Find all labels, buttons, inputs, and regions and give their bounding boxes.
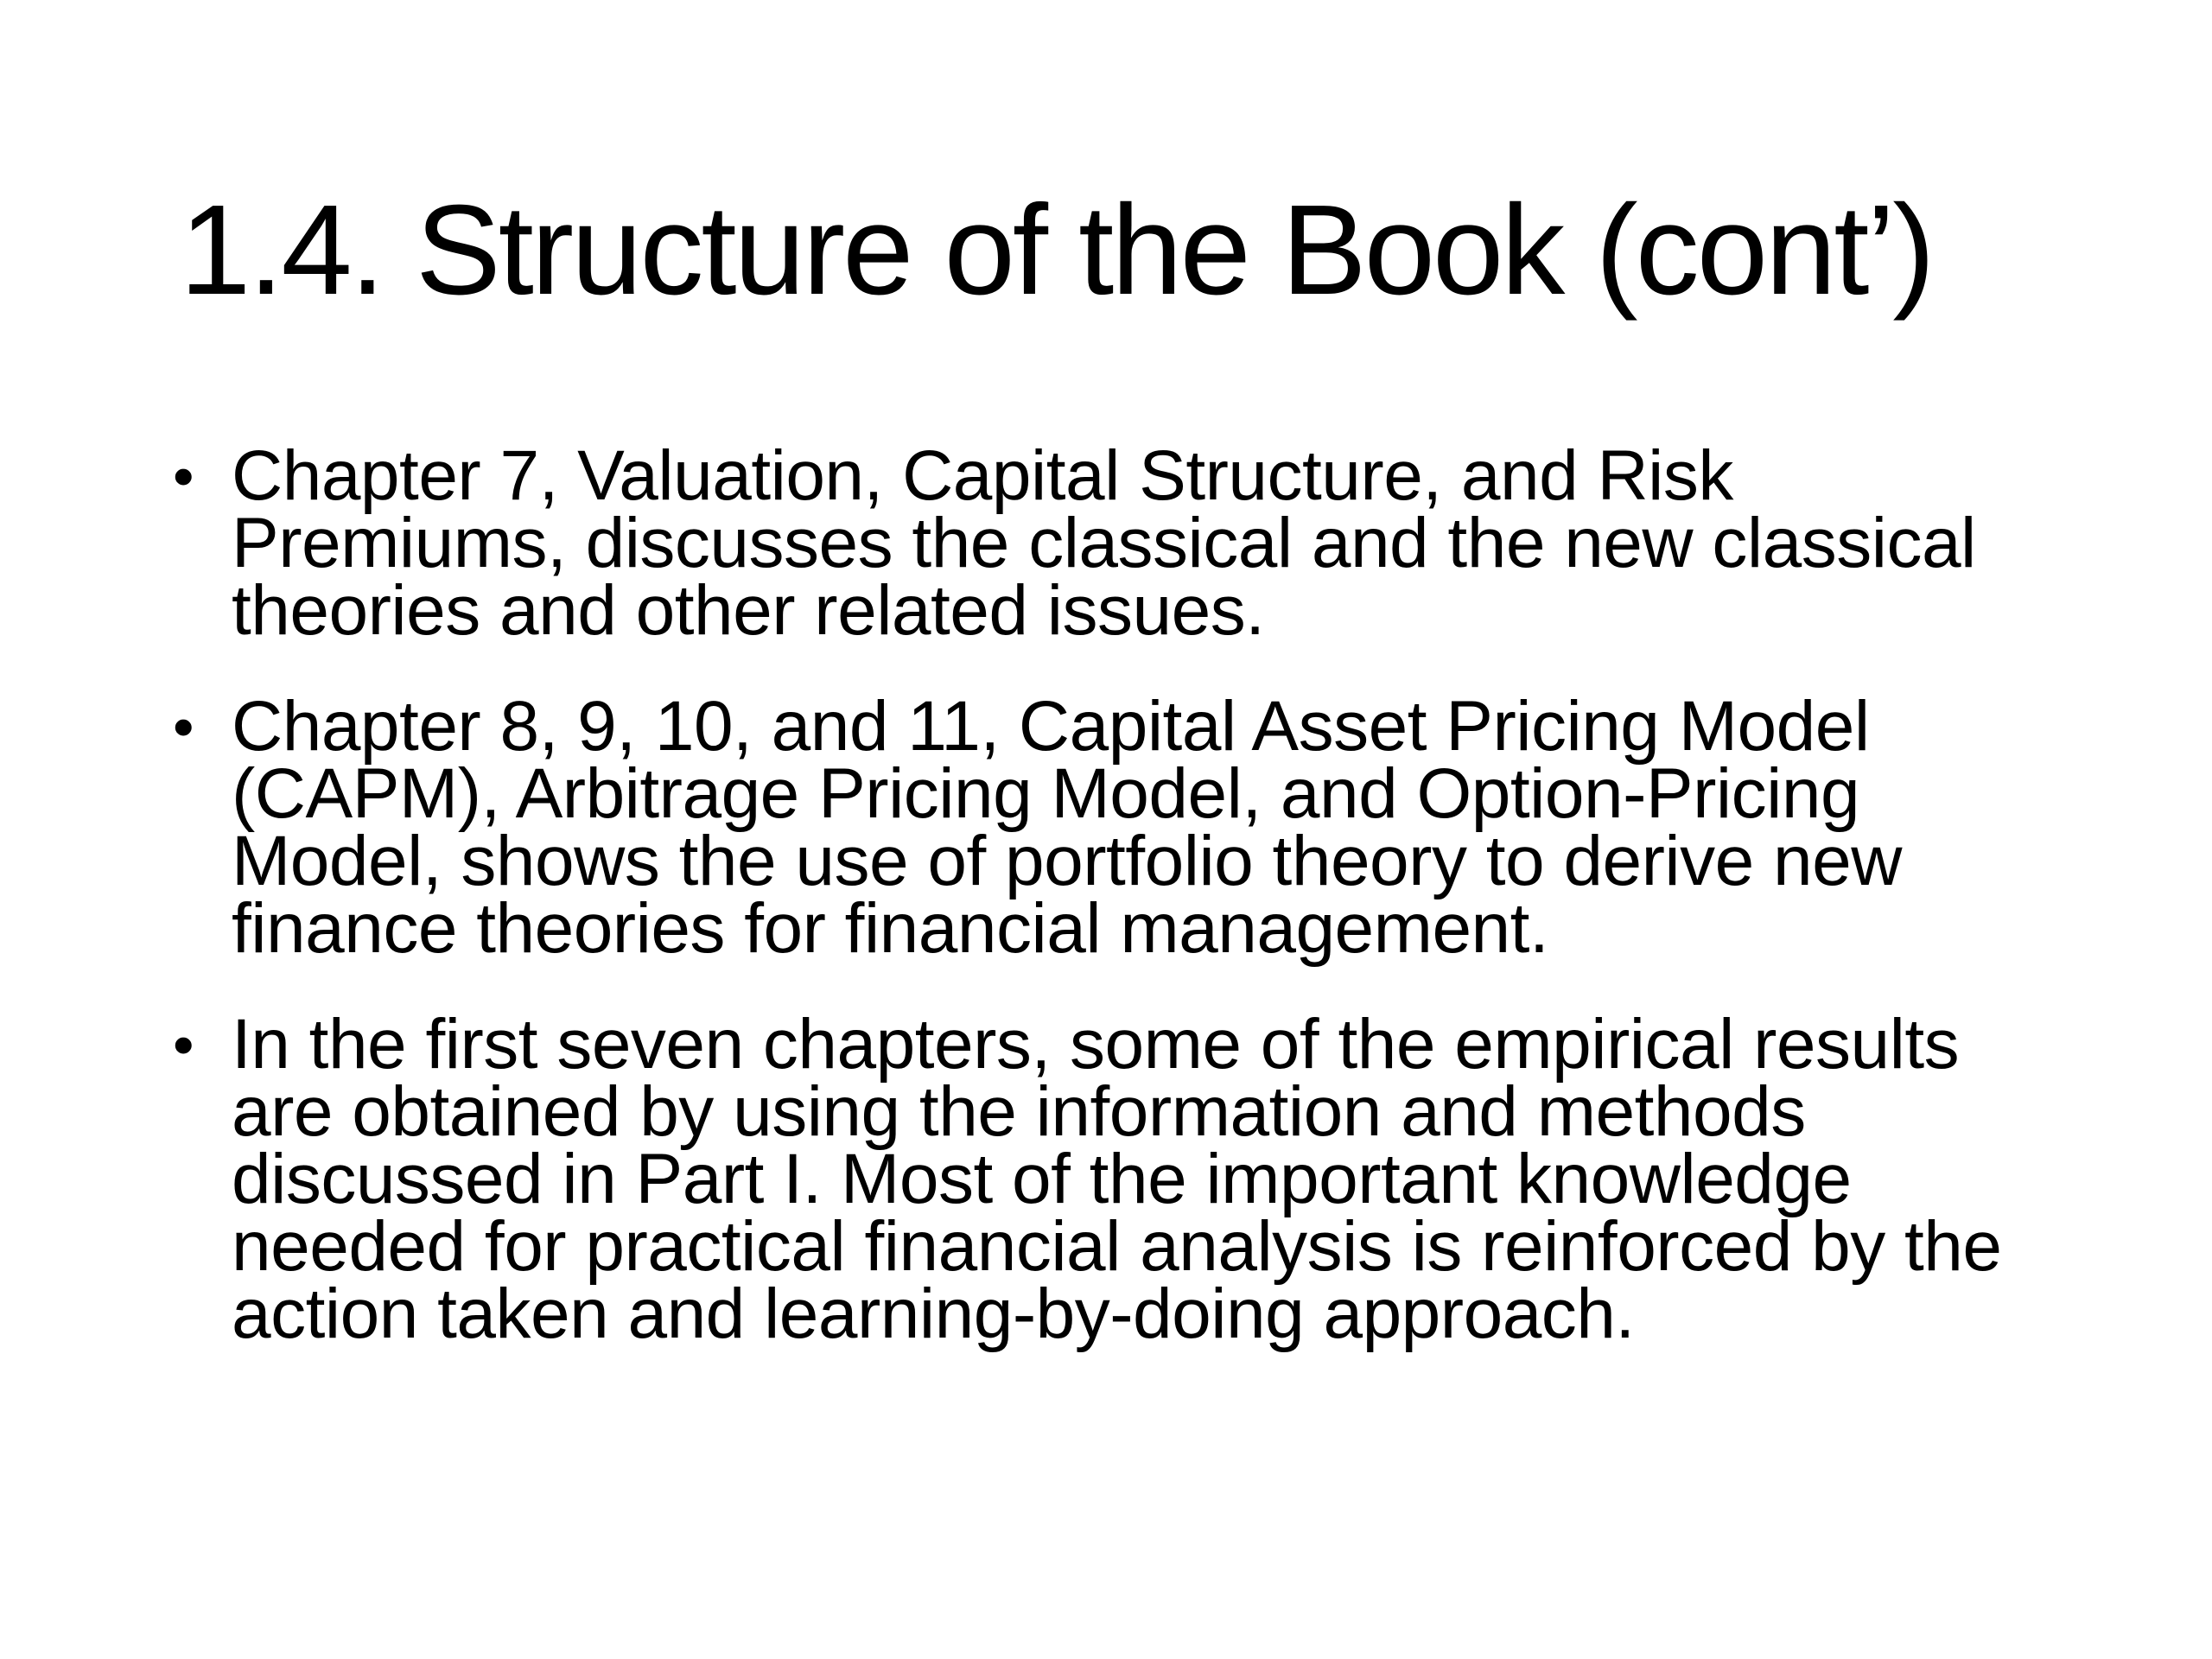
bullet-icon: • [173, 1011, 194, 1078]
bullet-text: Chapter 7, Valuation, Capital Structure, and Risk Premiums, discusses the classical and the new classical theories and other related issues. [232, 436, 1976, 650]
bullet-icon: • [173, 442, 194, 510]
bullet-list [173, 436, 2074, 1396]
bullet-text: Chapter 8, 9, 10, and 11, Capital Asset Pricing Model (CAPM), Arbitrage Pricing Model, and Option-Pricing Model, shows the use of portfolio theory to derive new finance theories for financial management. [232, 687, 1902, 968]
bullet-icon: • [173, 693, 194, 760]
bullet-item-chapters-8-11 [173, 687, 2074, 968]
bullet-item-first-seven-chapters [173, 1005, 2074, 1353]
slide-title: 1.4. Structure of the Book (cont’) [180, 179, 1933, 321]
bullet-text: In the first seven chapters, some of the empirical results are obtained by using the information and methods discussed in Part I. Most of the important knowledge needed for practical financial analysis is reinforced by the action taken and learning-by-doing approach. [232, 1005, 2002, 1353]
bullet-item-chapter-7 [173, 436, 2074, 650]
